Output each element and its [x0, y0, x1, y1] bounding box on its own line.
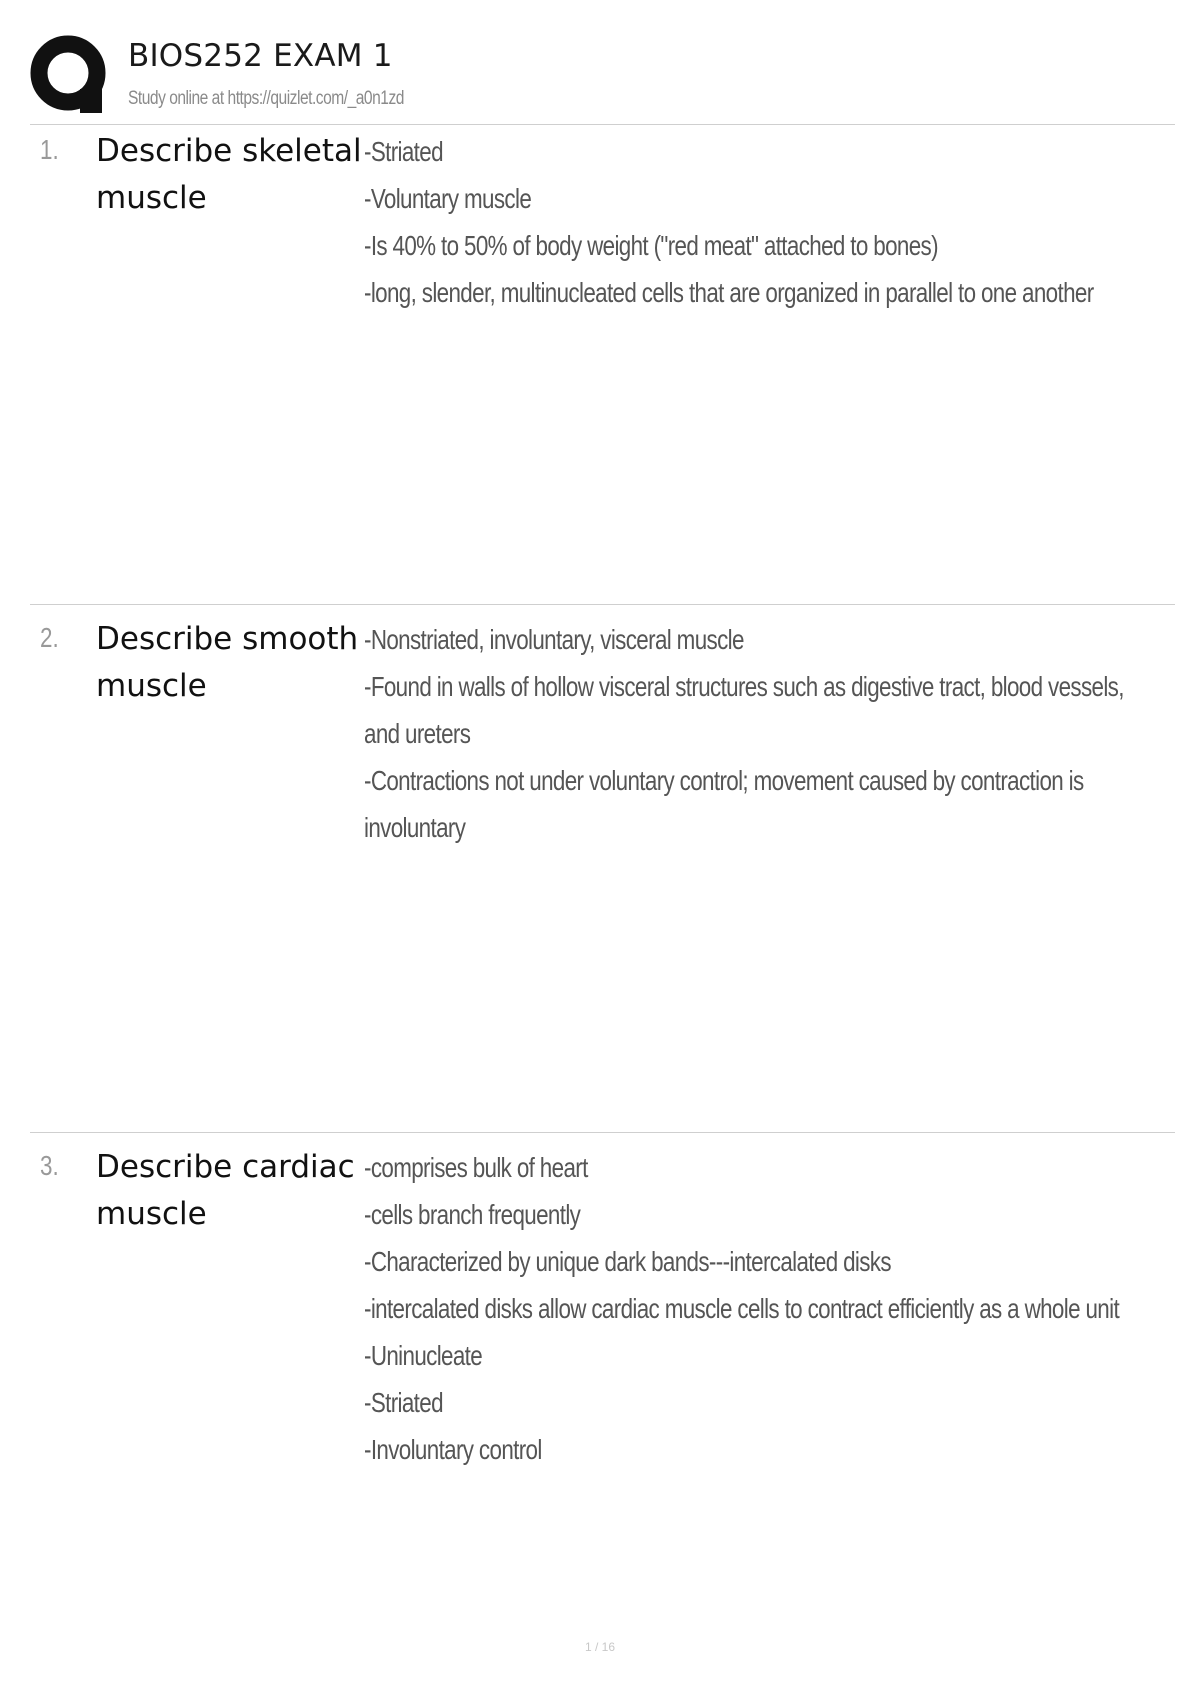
card-divider — [30, 604, 1175, 605]
card-number: 1. — [40, 134, 59, 165]
definition-line: and ureters — [364, 718, 471, 749]
card-definition — [364, 1144, 1164, 1473]
term-line: Describe cardiac — [96, 1149, 355, 1185]
definition-line: -Characterized by unique dark bands---intercalated disks — [364, 1246, 891, 1277]
document-title: BIOS252 EXAM 1 — [128, 38, 393, 74]
card-number: 3. — [40, 1150, 59, 1181]
definition-line: -Nonstriated, involuntary, visceral muscle — [364, 624, 744, 655]
card-divider — [30, 1132, 1175, 1133]
definition-line: -Striated — [364, 136, 443, 167]
term-line: muscle — [96, 668, 207, 704]
term-line: muscle — [96, 1196, 207, 1232]
definition-line: -intercalated disks allow cardiac muscle cells to contract efficiently as a whole unit — [364, 1293, 1120, 1324]
definition-line: -Is 40% to 50% of body weight ("red meat" attached to bones) — [364, 230, 938, 261]
term-line: muscle — [96, 180, 207, 216]
definition-line: -Striated — [364, 1387, 443, 1418]
card-term — [96, 1144, 376, 1238]
definition-line: -Uninucleate — [364, 1340, 483, 1371]
term-line: Describe smooth — [96, 621, 359, 657]
card-number: 2. — [40, 622, 59, 653]
definition-line: -long, slender, multinucleated cells that are organized in parallel to one another — [364, 277, 1094, 308]
card-definition — [364, 128, 1164, 316]
header-divider — [30, 124, 1175, 125]
card-definition — [364, 616, 1164, 851]
definition-line: involuntary — [364, 812, 466, 843]
study-online-link-text[interactable]: Study online at https://quizlet.com/_a0n1zd — [128, 88, 404, 109]
page-number: 1 / 16 — [584, 1640, 616, 1654]
card-term — [96, 616, 376, 710]
definition-line: -Involuntary control — [364, 1434, 542, 1465]
quizlet-logo-icon — [30, 33, 110, 121]
term-line: Describe skeletal — [96, 133, 362, 169]
definition-line: -Contractions not under voluntary control; movement caused by contraction is — [364, 765, 1084, 796]
card-term — [96, 128, 376, 222]
definition-line: -Found in walls of hollow visceral structures such as digestive tract, blood vessels, — [364, 671, 1124, 702]
definition-line: -cells branch frequently — [364, 1199, 581, 1230]
definition-line: -Voluntary muscle — [364, 183, 532, 214]
page-header — [0, 0, 1200, 125]
definition-line: -comprises bulk of heart — [364, 1152, 588, 1183]
